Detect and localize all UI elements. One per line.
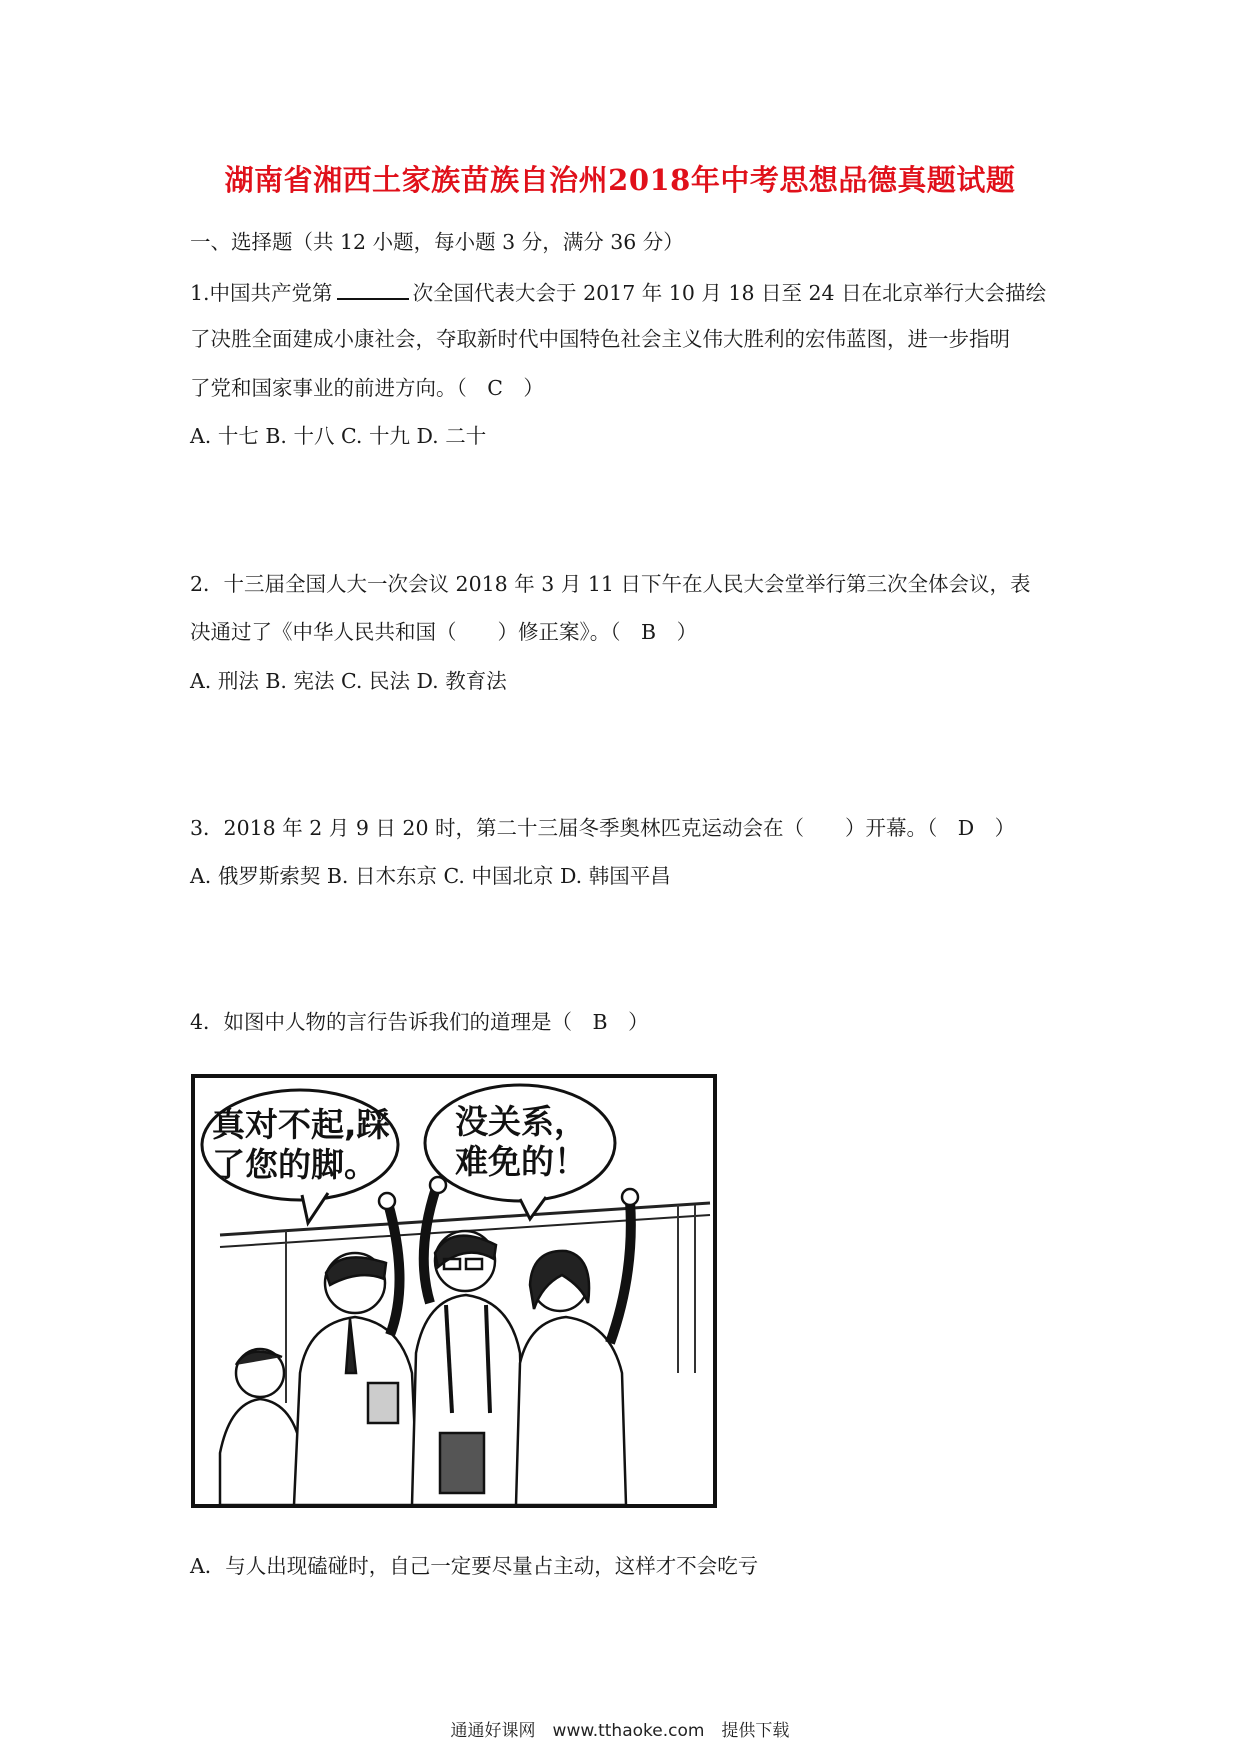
cartoon-illustration bbox=[190, 1073, 718, 1509]
question-4-option-a: A．与人出现磕碰时，自己一定要尽量占主动，这样才不会吃亏 bbox=[190, 1554, 759, 1578]
page-title: 湖南省湘西土家族苗族自治州2018年中考思想品德真题试题 bbox=[224, 163, 1016, 197]
section-heading: 一、选择题（共 12 小题，每小题 3 分，满分 36 分） bbox=[190, 230, 684, 254]
question-2-options: A. 刑法 B. 宪法 C. 民法 D. 教育法 bbox=[190, 669, 507, 693]
question-2-line-2: 决通过了《中华人民共和国（ ）修正案》。（ B ） bbox=[190, 620, 698, 644]
bubble-right-line-1: 没关系， bbox=[455, 1102, 587, 1141]
bubble-left-line-2: 了您的脚。 bbox=[212, 1145, 377, 1184]
question-1-text-end: 次全国代表大会于 2017 年 10 月 18 日至 24 日在北京举行大会描绘 bbox=[412, 281, 1047, 305]
question-3-options: A. 俄罗斯索契 B. 日木东京 C. 中国北京 D. 韩国平昌 bbox=[190, 864, 671, 888]
question-3-line-1: 3．2018 年 2 月 9 日 20 时，第二十三届冬季奥林匹克运动会在（ ）开幕。（ D ） bbox=[190, 816, 1016, 840]
question-1-line-2: 了决胜全面建成小康社会，夺取新时代中国特色社会主义伟大胜利的宏伟蓝图，进一步指明 bbox=[190, 327, 1010, 351]
answer-blank bbox=[337, 276, 409, 300]
question-2-line-1: 2．十三届全国人大一次会议 2018 年 3 月 11 日下午在人民大会堂举行第三次全体会议，表 bbox=[190, 572, 1031, 596]
question-1-options: A. 十七 B. 十八 C. 十九 D. 二十 bbox=[190, 424, 487, 448]
question-1-text-start: 1.中国共产党第 bbox=[190, 281, 333, 305]
bubble-left-line-1: 真对不起,踩 bbox=[212, 1105, 390, 1144]
bubble-right-line-2: 难免的！ bbox=[455, 1142, 587, 1181]
question-1-line-3: 了党和国家事业的前进方向。（ C ） bbox=[190, 376, 544, 400]
page-footer: 通通好课网 www.tthaoke.com 提供下载 bbox=[450, 1721, 790, 1741]
question-4-line-1: 4．如图中人物的言行告诉我们的道理是（ B ） bbox=[190, 1010, 649, 1034]
question-1-line-1 bbox=[190, 276, 1046, 307]
